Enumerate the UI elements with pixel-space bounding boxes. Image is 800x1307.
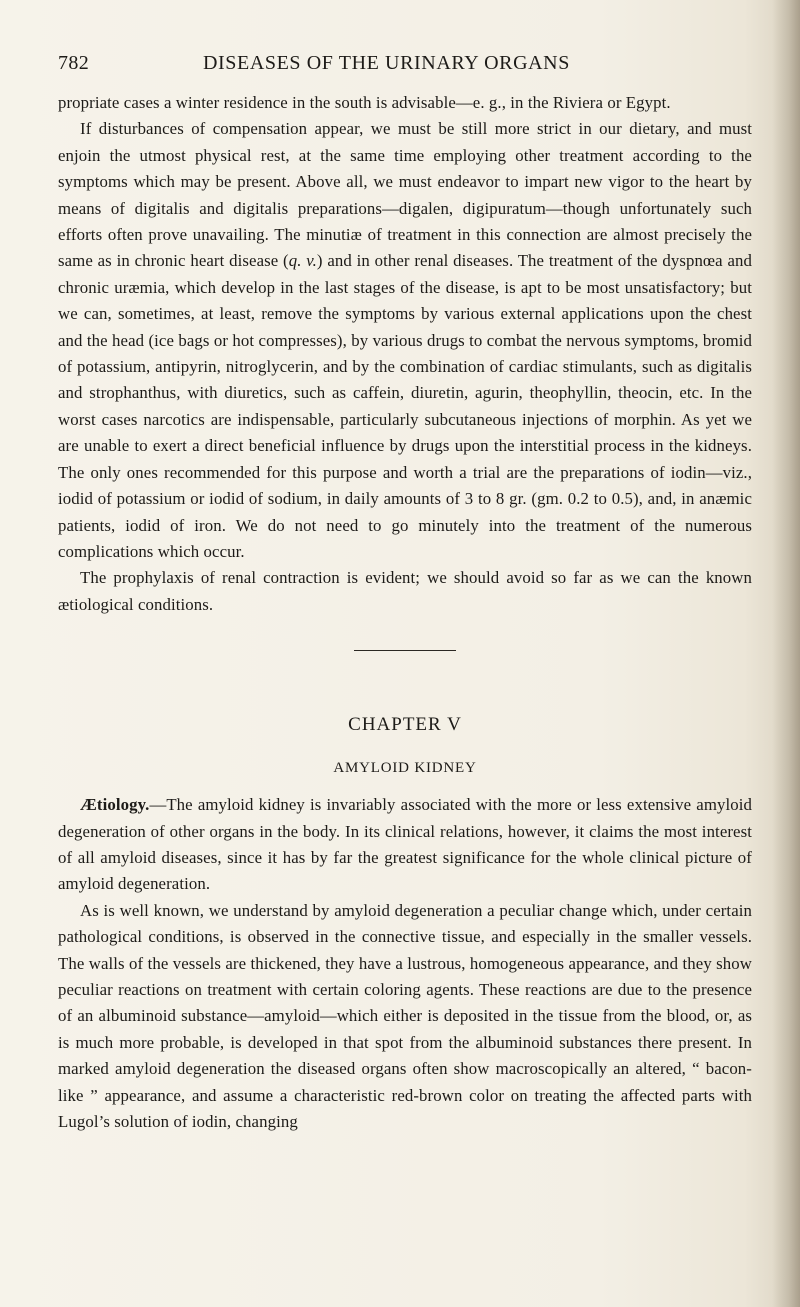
chapter-number: CHAPTER V [348, 714, 462, 736]
paragraph-treatment-text-a: If disturbances of compensation appear, we must be still more strict in our dietary, and must enjoin the utmost physical rest, at the same time employing other treatment according to the symptoms which may be present. Above all, we must endeavor to impart new vigor to the heart by means of digitalis and digitalis preparations—digalen, digipuratum—though unfortunately such efforts often prove unavailing. The minutiæ of treatment in this connection are almost precisely the same as in chronic heart disease ( [58, 119, 752, 271]
paragraph-aetiology-text: —The amyloid kidney is invariably associated with the more or less extensive amyloid degeneration of other organs in the body. In its clinical relations, however, it claims the most interest of all amyloid diseases, since it has by far the greatest significance for the whole clinical picture of amyloid degeneration. [58, 795, 752, 894]
section-divider [354, 650, 456, 651]
body-text [58, 90, 752, 618]
chapter-title: AMYLOID KIDNEY [333, 760, 477, 777]
page-content [58, 52, 752, 1135]
running-head [58, 52, 752, 82]
paragraph-continuation: propriate cases a winter residence in the south is advisable—e. g., in the Riviera or Egypt. [58, 93, 671, 112]
chapter-body-text [58, 792, 752, 1135]
paragraph-amyloid-degeneration: As is well known, we understand by amyloid degeneration a peculiar change which, under certain pathological conditions, is observed in the connective tissue, and especially in the smaller vessels. The walls of the vessels are thickened, they have a lustrous, homogeneous appearance, and they show peculiar reactions on treatment with certain coloring agents. These reactions are due to the presence of an albuminoid substance—amyloid—which either is deposited in the tissue from the blood, or, as is much more probable, is developed in that spot from the albuminoid substances there present. In marked amyloid degeneration the diseased organs often show macroscopically an altered, “ bacon-like ” appearance, and assume a characteristic red-brown color on treating the affected parts with Lugol’s solution of iodin, changing [58, 900, 752, 1131]
paragraph-treatment-text-b: ) and in other renal diseases. The treatment of the dyspnœa and chronic uræmia, which develop in the last stages of the disease, is apt to be most unsatisfactory; but we can, sometimes, at least, remove the symptoms by various external applications upon the chest and the head (ice bags or hot compresses), by various drugs to combat the nervous symptoms, bromid of potassium, antipyrin, nitroglycerin, and by the combination of cardiac stimulants, such as digitalis and strophanthus, with diuretics, such as caffein, diuretin, agurin, theophyllin, theocin, etc. In the worst cases narcotics are indispensable, particularly subcutaneous injections of morphin. As yet we are unable to exert a direct beneficial influence by drugs upon the interstitial process in the kidneys. The only ones recommended for this purpose and worth a trial are the preparations of iodin—viz., iodid of potassium or iodid of sodium, in daily amounts of 3 to 8 gr. (gm. 0.2 to 0.5), and, in anæmic patients, iodid of iron. We do not need to go minutely into the treatment of the numerous complications which occur. [58, 251, 752, 561]
running-head-title: DISEASES OF THE URINARY ORGANS [203, 52, 570, 74]
page-edge-shadow [772, 0, 800, 1307]
page-number: 782 [58, 52, 90, 74]
paragraph-prophylaxis: The prophylaxis of renal contraction is evident; we should avoid so far as we can the known ætiological conditions. [58, 568, 752, 614]
paragraph-aetiology [58, 792, 752, 898]
cross-reference: q. v. [288, 251, 317, 271]
paragraph-treatment [58, 116, 752, 565]
section-heading: Ætiology. [80, 795, 150, 815]
